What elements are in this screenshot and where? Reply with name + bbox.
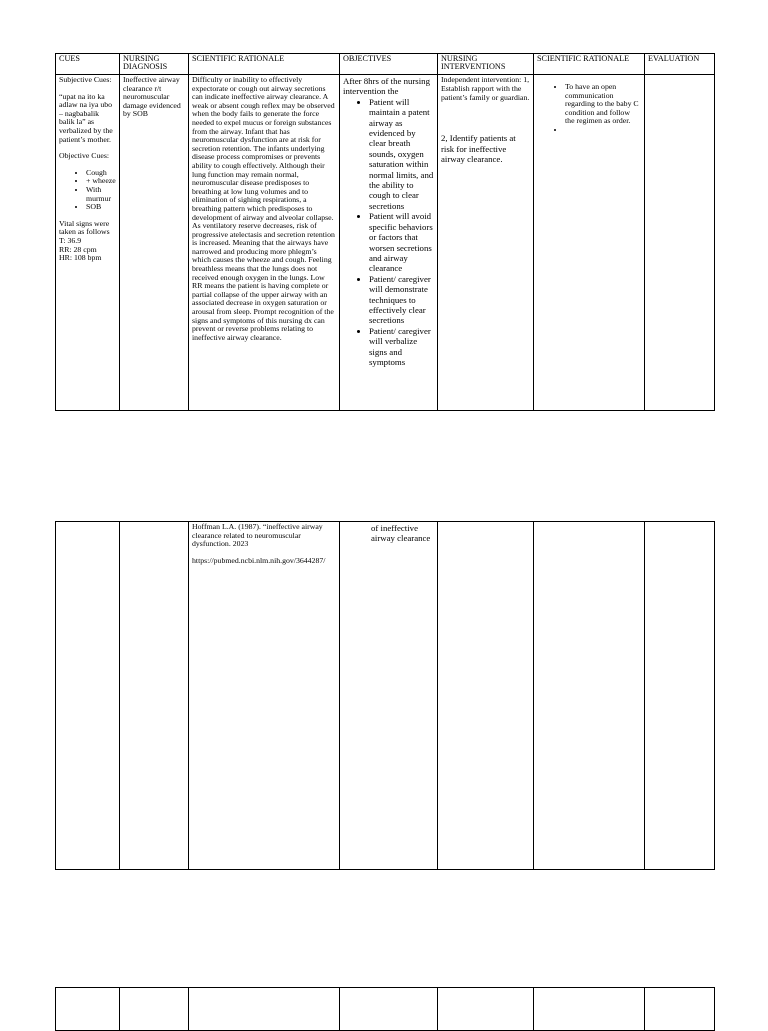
vital-rr: RR: 28 cpm [59, 244, 97, 254]
rationale-2-cell [534, 75, 645, 411]
objectives-cell [340, 75, 438, 411]
subjective-label: Subjective Cues: [59, 75, 112, 84]
care-plan-table-page-3 [55, 987, 715, 1031]
cues-cell [56, 75, 120, 411]
reference-cell [189, 522, 340, 870]
diagnosis-cell [120, 988, 189, 1031]
reference-url: https://pubmed.ncbi.nlm.nih.gov/3644287/ [192, 555, 326, 565]
list-item: • Patient will avoid specific behaviors or factors that worsen secretions and airway clearance [369, 211, 434, 273]
objective-label: Objective Cues: [59, 151, 110, 161]
objectives-cell [340, 522, 438, 870]
header-nursing-interventions: NURSING INTERVENTIONS [438, 54, 534, 75]
list-item: • Patient will maintain a patent airway as evidenced by clear breath sounds, oxygen saturation within normal limits, and the ability to cough to clear secretions [369, 97, 434, 211]
evaluation-cell [645, 522, 715, 870]
nursing-diagnosis-text: Ineffective airway clearance r/t neuromuscular damage evidenced by SOB [123, 75, 181, 119]
list-item [565, 126, 641, 135]
evaluation-cell [645, 988, 715, 1031]
intervention-2: 2, Identify patients at risk for ineffective airway clearance. [441, 133, 516, 164]
care-plan-row [56, 988, 715, 1031]
list-item: • SOB [86, 203, 116, 212]
header-objectives: OBJECTIVES [340, 54, 438, 75]
intervention-1: Independent intervention: 1, Establish rapport with the patient’s family or guardian. [441, 75, 530, 102]
list-item: • To have an open communication regarding to the baby C condition and follow the regimen as order. [565, 83, 641, 126]
header-scientific-rationale-2: SCIENTIFIC RATIONALE [534, 54, 645, 75]
objectives-continuation: of ineffective airway clearance [371, 523, 431, 544]
reference-citation: Hoffman L.A. (1987). “ineffective airway clearance related to neuromuscular dysfunction. 2023 [192, 522, 323, 549]
list-item: • Patient/ caregiver will verbalize signs and symptoms [369, 326, 434, 368]
objectives-list [343, 97, 434, 368]
interventions-cell [438, 522, 534, 870]
objectives-intro: After 8hrs of the nursing intervention the [343, 76, 430, 97]
rationale-cell [189, 988, 340, 1031]
list-item: • Patient/ caregiver will demonstrate techniques to effectively clear secretions [369, 274, 434, 326]
list-item: • With murmur [86, 186, 116, 203]
care-plan-row [56, 75, 715, 411]
vital-temp: T: 36.9 [59, 235, 82, 245]
interventions-cell [438, 75, 534, 411]
objective-cues-list [59, 169, 116, 212]
rationale-2-cell [534, 988, 645, 1031]
rationale-2-cell [534, 522, 645, 870]
care-plan-row [56, 522, 715, 870]
diagnosis-cell [120, 75, 189, 411]
scientific-rationale-text: Difficulty or inability to effectively expectorate or cough out airway secretions can indicate ineffective airway clearance. A weak or absent cough reflex may be observed when the body fails to generate the force needed to expel mucus or foreign substances from the airway. Infant that has neuromuscular dysfunction are at risk for secretion retention. The infants underlying disease process compromises or prevents ability to cough effectively. Although their lung function may remain normal, neuromuscular disease predisposes to breathing at low lung volumes and to elimination of sighing respirations, a breathing pattern which predisposes to development of airway and alveolar collapse. As ventilatory reserve decreases, risk of progressive atelectasis and secretion retention is increased. Meaning that the airways have narrowed and producing more phlegm’s which causes the wheeze and cough. Feeling breathless means that the lungs does not received enough oxygen in the lungs. Low RR means the patient is having complete or partial collapse of the upper airway with an associated decrease in oxygen saturation or arousal from sleep. Prompt recognition of the signs and symptoms of this nursing dx can prevent or reverse problems relating to ineffective airway clearance. [192, 75, 335, 342]
objectives-cell [340, 988, 438, 1031]
rationale-cell [189, 75, 340, 411]
header-nursing-diagnosis: NURSING DIAGNOSIS [120, 54, 189, 75]
vital-hr: HR: 108 bpm [59, 253, 102, 263]
evaluation-cell [645, 75, 715, 411]
header-evaluation: EVALUATION [645, 54, 715, 75]
care-plan-table-page-2 [55, 521, 715, 870]
care-plan-table-page-1 [55, 53, 715, 411]
subjective-quote: “upat na ito ka adlaw na iya ubo – nagbabalik balik la” as verbalized by the patient’s mother. [59, 91, 113, 144]
list-item: • + wheeze [86, 177, 116, 186]
header-row [56, 54, 715, 75]
list-item: • Cough [86, 169, 116, 178]
interventions-cell [438, 988, 534, 1031]
vitals-intro: Vital signs were taken as follows [59, 218, 110, 237]
diagnosis-cell [120, 522, 189, 870]
rationale-2-list [537, 83, 641, 135]
header-scientific-rationale: SCIENTIFIC RATIONALE [189, 54, 340, 75]
cues-cell [56, 988, 120, 1031]
cues-cell [56, 522, 120, 870]
header-cues: CUES [56, 54, 120, 75]
